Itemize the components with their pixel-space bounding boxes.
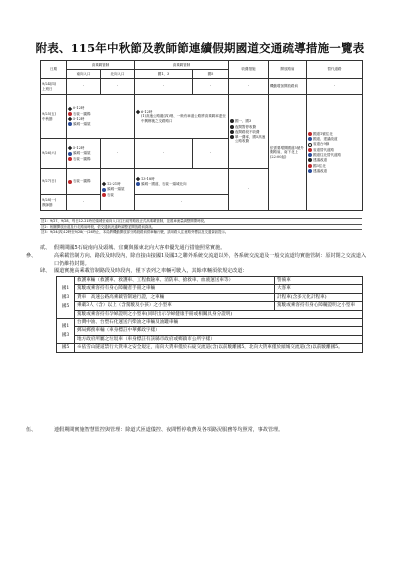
- traffic-measures-table: [40, 60, 363, 211]
- n13-cell: 6-12時 (1)高速公路龍(四)堵、一般有車道公路將高乘載率達至中興鄉後之交路路口: [135, 95, 229, 139]
- vehicle-type: 地方政府所屬之垃圾車（車身標註有該縣市政府或鄉鎮市公所字樣）: [75, 335, 363, 343]
- date-cell: 9/28(一) 教師節: [41, 195, 67, 211]
- col-header-ramp: 開放路肩: [269, 61, 307, 79]
- circle-icon: [68, 180, 72, 184]
- col-header-date: 日期: [41, 61, 67, 79]
- alt-cell: 國道1號往北 國道、建議改道 省道台9線 省道替代道路 國道往北替代道路 建議改道 國3往北 建議改道: [307, 95, 363, 211]
- circle-icon: [308, 158, 312, 162]
- n13-cell: 13-18時 頭城－國道、石碇－頭城北向: [135, 169, 229, 195]
- highway-group-label: 國1 國3 國5: [57, 277, 75, 319]
- north-cell: 5-12時 頭城－頭屋 石碇－圓楊: [67, 139, 101, 169]
- paragraph-2: 貳、 假期間國5石碇南向及頭城、宜蘭與羅東北向大客車優先通行措施照常實施。: [40, 245, 226, 251]
- north-cell: -: [67, 195, 101, 211]
- circle-icon: [308, 164, 312, 168]
- south-cell: -: [101, 79, 135, 95]
- col-header-north: 南向入口: [67, 70, 101, 79]
- vehicle-type: 郵局郵務車輛（車身標註中華郵政字樣）: [75, 327, 363, 335]
- diamond-icon: [68, 146, 73, 151]
- col-header-n5: 國5: [193, 70, 229, 79]
- vehicle-type: 駕駛或乘客持有身心障礙者手冊之車輛: [75, 285, 275, 293]
- toll-cell: -: [229, 79, 269, 95]
- n13-cell: -: [135, 195, 229, 211]
- south-cell: -: [101, 139, 135, 169]
- col-header-alt: 替代道路: [307, 61, 363, 79]
- highway-group-label: 國1 國3: [57, 319, 75, 344]
- toll-cell: 國一、國3 夜間暫停收費 夜間路段不收費 單一費率，國5高速公路收費: [229, 95, 269, 169]
- n5-cell: -: [193, 139, 229, 169]
- circle-icon: [102, 188, 106, 192]
- ramp-cell: 依需要增開國道5號外側路肩，南下北上(22:00起): [269, 95, 307, 211]
- col-header-hov-2: 高乘載管制: [135, 61, 229, 70]
- circle-icon: [308, 132, 312, 136]
- circle-icon: [68, 112, 72, 116]
- page-title: 附表、115年中秋節及教師節連續假期國道交通疏導措施一覽表: [35, 41, 365, 55]
- paragraph-5: 伍、 連假期間實施智慧監控與管理：除道式匝道儀控、夜間暫停收費及各項路況服務等均照常，事故管理。: [26, 427, 284, 433]
- vehicle-type: ※依雪山隧道禁行大貨車之安全規定，南向大貨車僅於石碇交流道(含)以前駛離國5，北向大貨車僅於頭城交流道(含)以前駛離國5。: [75, 344, 363, 352]
- circle-icon: [308, 143, 312, 147]
- circle-icon: [68, 152, 72, 156]
- vehicle-type: 駕駛或乘客持有身心障礙證明之小型車: [275, 302, 363, 310]
- circle-icon: [308, 169, 312, 173]
- n5-cell: -: [193, 79, 229, 95]
- circle-icon: [68, 157, 72, 161]
- vehicle-type: 乘載3人（含）以上（含駕駛及小孩）之小型車: [75, 302, 275, 310]
- circle-icon: [308, 153, 312, 157]
- permitted-vehicles-table: [56, 276, 363, 353]
- n13-cell: -: [135, 139, 193, 169]
- diamond-icon: [68, 117, 73, 122]
- date-cell: 9/27(日): [41, 169, 67, 195]
- vehicle-type: 貨車 高速公路高乘載管制通行證，之車輛: [75, 293, 275, 301]
- ramp-cell: 機動增加開放路肩: [269, 79, 307, 95]
- diamond-icon: [136, 177, 141, 182]
- date-cell: 9/24(四) 上班日: [41, 79, 67, 95]
- date-cell: 9/25(五) 中秋節: [41, 95, 67, 139]
- col-header-n13: 國1、3: [135, 70, 193, 79]
- circle-icon: [230, 135, 234, 139]
- col-header-toll: 收費措施: [229, 61, 269, 79]
- toll-cell: -: [229, 169, 269, 211]
- col-header-hov: 高乘載管制: [67, 61, 135, 70]
- north-cell: -: [67, 79, 101, 95]
- circle-icon: [230, 130, 234, 134]
- paragraph-4: 肆、 國道實施高乘載管制路段及時段內，僅下表列之車輛可駛入，其餘車輛須依規定改道：: [40, 268, 248, 274]
- circle-icon: [136, 182, 140, 186]
- date-cell: 9/26(六): [41, 139, 67, 169]
- note: 註1：9/27、9/28，每日12-21時於頭城至南向入口往石碇等路段正式高乘載管制，並視車流量調整開閉時段。: [40, 218, 362, 224]
- vehicle-type: 救護車輛（救護車、救護車、工程救險車、消防車、搶救車、血液運送車等）: [75, 277, 275, 285]
- diamond-icon: [68, 106, 73, 111]
- paragraph-3: 參、 高乘載管制方向、路段及時段內，除直接由接國1及國3之聯外系統交流道以外，各系統交流道及一般交流道均實施管制：原封閉之交流道入口仍維持封閉。: [26, 253, 367, 267]
- diamond-icon: [136, 110, 141, 115]
- highway-group-label: 國5: [57, 344, 75, 352]
- circle-icon: [308, 148, 312, 152]
- diamond-icon: [102, 182, 107, 187]
- circle-icon: [230, 119, 234, 123]
- col-header-south: 北向入口: [101, 70, 135, 79]
- north-cell: 石碇－圓楊: [67, 169, 101, 195]
- south-cell: 12-21時 頭城－頭屋 石碇: [101, 169, 135, 211]
- vehicle-type: 駕駛或乘客持有孕婦證明之小型車(同時出示孕婦健康手冊或相關具身分證明): [75, 310, 363, 318]
- circle-icon: [68, 122, 72, 126]
- vehicle-type: 台灣中油、台塑石化運送汽柴油之車輛及油罐車輛: [75, 319, 363, 327]
- circle-icon: [230, 125, 234, 129]
- circle-icon: [308, 137, 312, 141]
- vehicle-type: 大客車: [275, 285, 363, 293]
- table-notes: [40, 218, 362, 235]
- note: 註3：9/24(四)12時至9/28(一)24時止，本局將機動開放部分路段路肩供車輛行駛，請用路人注意路旁標誌及交通資訊提示。: [40, 229, 362, 235]
- alt-cell: -: [307, 79, 363, 95]
- vehicle-type: 警備車: [275, 277, 363, 285]
- vehicle-type: 計程車(含多元化計程車): [275, 293, 363, 301]
- circle-icon: [102, 193, 106, 197]
- hov-cell: 0-12時 石碇－圓楊 5-12時 頭城－頭屋: [67, 95, 135, 139]
- note: 註2：相關開放匝道及行走路肩時段，依交通狀況適時調整並開放路肩資訊。: [40, 224, 362, 230]
- n13-cell: -: [135, 79, 193, 95]
